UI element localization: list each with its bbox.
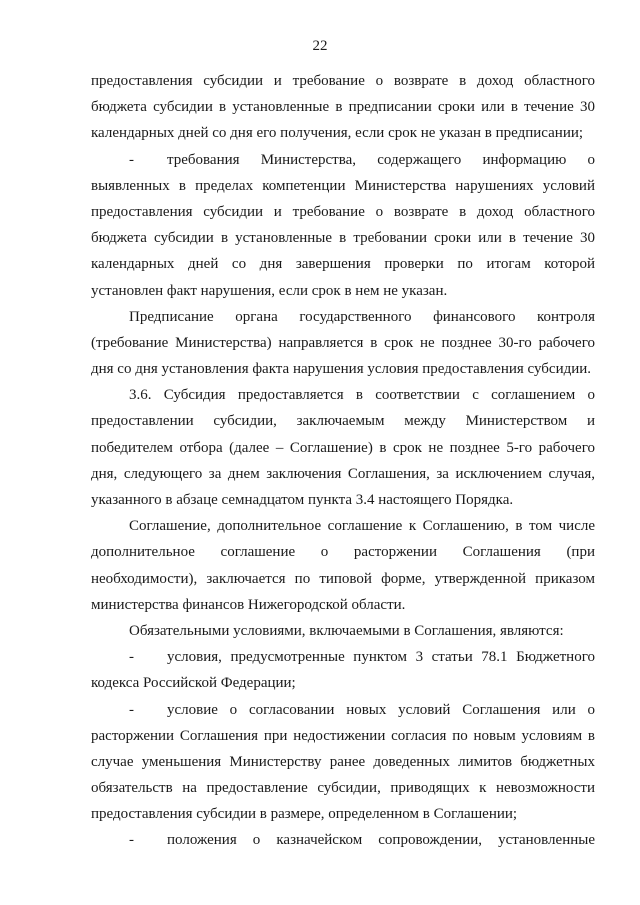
- list-item-dash: [91, 697, 595, 723]
- text-line: расторжении Соглашения при недостижении согласия по новым условиям в: [91, 727, 595, 744]
- text-line: предоставления субсидии и требование о возврате в доход областного: [91, 73, 595, 89]
- list-item-dash: [91, 827, 595, 853]
- text-line: Соглашение, дополнительное соглашение к Соглашению, в том числе: [129, 518, 595, 535]
- text-line: победителем отбора (далее – Соглашение) в срок не позднее 5-го рабочего: [91, 439, 595, 456]
- dash-marker: -: [129, 151, 134, 168]
- list-item-dash: [91, 644, 595, 670]
- text-line: (требование Министерства) направляется в срок не позднее 30-го рабочего: [91, 334, 595, 351]
- list-item-dash: [91, 147, 595, 173]
- text-line: дня со дня установления факта нарушения условия предоставления субсидии.: [91, 361, 592, 378]
- text-line: предоставления субсидии и требование о возврате в доход областного: [91, 203, 595, 220]
- text-line: бюджета субсидии в установленные в требовании сроки или в течение 30: [91, 230, 595, 247]
- text-line: министерства финансов Нижегородской области.: [91, 596, 406, 613]
- dash-marker: -: [129, 832, 134, 849]
- text-line: условия, предусмотренные пунктом 3 статьи 78.1 Бюджетного: [167, 649, 595, 666]
- dash-marker: -: [129, 649, 134, 666]
- text-line: Обязательными условиями, включаемыми в Соглашения, являются:: [129, 622, 564, 639]
- text-line: необходимости), заключается по типовой форме, утвержденной приказом: [91, 570, 595, 587]
- text-line: дня, следующего за днем заключения Соглашения, за исключением случая,: [91, 465, 595, 482]
- text-line: требования Министерства, содержащего информацию о: [167, 151, 595, 168]
- text-line: дополнительное соглашение о расторжении Соглашения (при: [91, 544, 595, 561]
- text-line: Предписание органа государственного финансового контроля: [129, 308, 595, 325]
- document-body: [91, 68, 595, 854]
- text-line: календарных дней со дня завершения проверки по итогам которой: [91, 256, 595, 273]
- page-number: 22: [312, 38, 328, 54]
- dash-marker: -: [129, 701, 134, 718]
- text-line: 3.6. Субсидия предоставляется в соответствии с соглашением о: [129, 387, 595, 404]
- text-line: бюджета субсидии в установленные в предписании сроки или в течение 30: [91, 99, 595, 116]
- text-line: условие о согласовании новых условий Соглашения или о: [167, 701, 595, 718]
- text-line: установлен факт нарушения, если срок в нем не указан.: [91, 282, 448, 299]
- text-line: кодекса Российской Федерации;: [91, 675, 296, 692]
- text-line: обязательств на предоставление субсидии, приводящих к невозможности: [91, 780, 595, 797]
- text-line: случае уменьшения Министерству ранее доведенных лимитов бюджетных: [91, 753, 595, 770]
- text-line: предоставления субсидии в размере, определенном в Соглашении;: [91, 806, 518, 823]
- text-line: указанного в абзаце семнадцатом пункта 3.4 настоящего Порядка.: [91, 492, 514, 508]
- text-line: предоставлении субсидии, заключаемым между Министерством и: [91, 413, 595, 430]
- text-line: положения о казначейском сопровождении, установленные: [167, 832, 595, 849]
- text-line: выявленных в пределах компетенции Министерства нарушениях условий: [91, 177, 595, 194]
- text-line: календарных дней со дня его получения, если срок не указан в предписании;: [91, 125, 584, 142]
